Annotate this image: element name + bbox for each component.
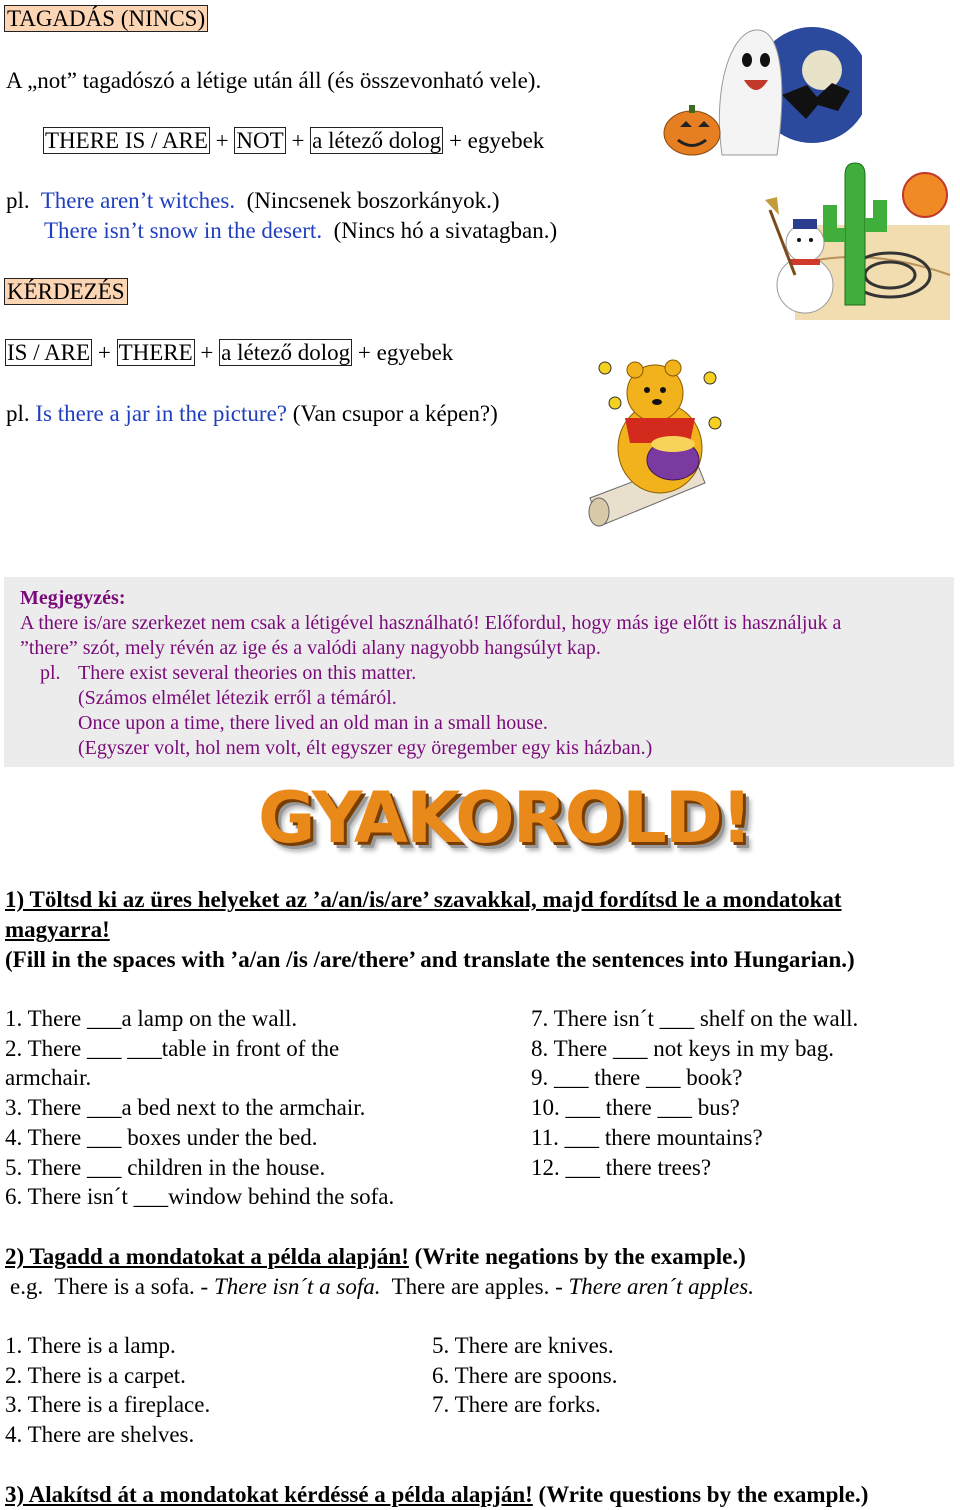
ex1-item-5: 5. There ___ children in the house. xyxy=(5,1155,326,1180)
note-line-2: ”there” szót, mely révén az ige és a valódi alany nagyobb hangsúlyt kap. xyxy=(20,637,601,659)
ex2-item-7: 7. There are forks. xyxy=(432,1392,601,1417)
halloween-illustration xyxy=(662,25,862,160)
note-example-1: There exist several theories on this matter. xyxy=(78,662,417,684)
note-box xyxy=(4,577,954,767)
note-pl: pl. xyxy=(40,662,61,684)
ex1-item-8: 8. There ___ not keys in my bag. xyxy=(531,1036,834,1061)
ex1-title-hu-line1: 1) Töltsd ki az üres helyeket az ’a/an/is/are’ szavakkal, majd fordítsd le a mondatokat xyxy=(5,887,842,912)
ex1-item-7: 7. There isn´t ___ shelf on the wall. xyxy=(531,1006,859,1031)
formula-existing-thing-q: a létező dolog xyxy=(221,340,351,365)
ex1-item-11: 11. ___ there mountains? xyxy=(531,1125,763,1150)
ex1-item-12: 12. ___ there trees? xyxy=(531,1155,712,1180)
ex1-item-3: 3. There ___a bed next to the armchair. xyxy=(5,1095,366,1120)
desert-snowman-illustration xyxy=(765,155,955,325)
ex3-title: 3) Alakítsd át a mondatokat kérdéssé a példa alapján! (Write questions by the example.) xyxy=(5,1482,869,1507)
ex2-item-5: 5. There are knives. xyxy=(432,1333,614,1358)
ex2-example: e.g. There is a sofa. - There isn´t a sofa. There are apples. - There aren´t apples. xyxy=(10,1274,754,1299)
ex2-item-6: 6. There are spoons. xyxy=(432,1363,618,1388)
question-title: KÉRDEZÉS xyxy=(4,279,128,305)
note-example-2: (Számos elmélet létezik erről a témáról. xyxy=(78,687,397,709)
practice-banner: GYAKOROLD! xyxy=(258,777,751,859)
note-example-3: Once upon a time, there lived an old man in a small house. xyxy=(78,712,548,734)
ex2-title: 2) Tagadd a mondatokat a példa alapján! (Write negations by the example.) xyxy=(5,1244,746,1269)
ex1-item-2: 2. There ___ ___table in front of the xyxy=(5,1036,340,1061)
ex1-item-10: 10. ___ there ___ bus? xyxy=(531,1095,740,1120)
question-example: pl. Is there a jar in the picture? (Van csupor a képen?) xyxy=(6,401,498,426)
formula-existing-thing: a létező dolog xyxy=(312,128,442,153)
ex1-item-2-cont: armchair. xyxy=(5,1065,92,1090)
formula-not: NOT xyxy=(236,128,284,153)
note-example-4: (Egyszer volt, hol nem volt, élt egyszer egy öregember egy kis házban.) xyxy=(78,737,653,759)
negation-formula: THERE IS / ARE + NOT + a létező dolog + egyebek xyxy=(45,128,545,153)
formula-is-are: IS / ARE xyxy=(7,340,91,365)
ex2-item-4: 4. There are shelves. xyxy=(5,1422,195,1447)
negation-example-2: There isn’t snow in the desert. (Nincs hó a sivatagban.) xyxy=(44,218,558,243)
ex2-item-3: 3. There is a fireplace. xyxy=(5,1392,211,1417)
negation-intro: A „not” tagadószó a létige után áll (és összevonható vele). xyxy=(6,68,542,93)
ex1-title-en: (Fill in the spaces with ’a/an /is /are/there’ and translate the sentences into Hungarian.) xyxy=(5,947,855,972)
bear-honey-illustration xyxy=(585,348,730,528)
formula-there-is-are: THERE IS / ARE xyxy=(45,128,208,153)
ex1-title-hu-line2: magyarra! xyxy=(5,917,110,942)
ex1-item-1: 1. There ___a lamp on the wall. xyxy=(5,1006,298,1031)
negation-example-1: pl. There aren’t witches. (Nincsenek boszorkányok.) xyxy=(6,188,500,213)
note-line-1: A there is/are szerkezet nem csak a létigével használható! Előfordul, hogy más ige előtt is használjuk a xyxy=(20,612,842,634)
ex2-item-2: 2. There is a carpet. xyxy=(5,1363,186,1388)
ex1-item-9: 9. ___ there ___ book? xyxy=(531,1065,743,1090)
note-title: Megjegyzés: xyxy=(20,587,126,609)
ex1-item-4: 4. There ___ boxes under the bed. xyxy=(5,1125,318,1150)
formula-there: THERE xyxy=(118,340,193,365)
negation-title: TAGADÁS (NINCS) xyxy=(4,6,208,32)
question-formula: IS / ARE + THERE + a létező dolog + egyebek xyxy=(7,340,454,365)
ex2-item-1: 1. There is a lamp. xyxy=(5,1333,176,1358)
formula-rest: egyebek xyxy=(467,128,545,153)
ex1-item-6: 6. There isn´t ___window behind the sofa. xyxy=(5,1184,395,1209)
